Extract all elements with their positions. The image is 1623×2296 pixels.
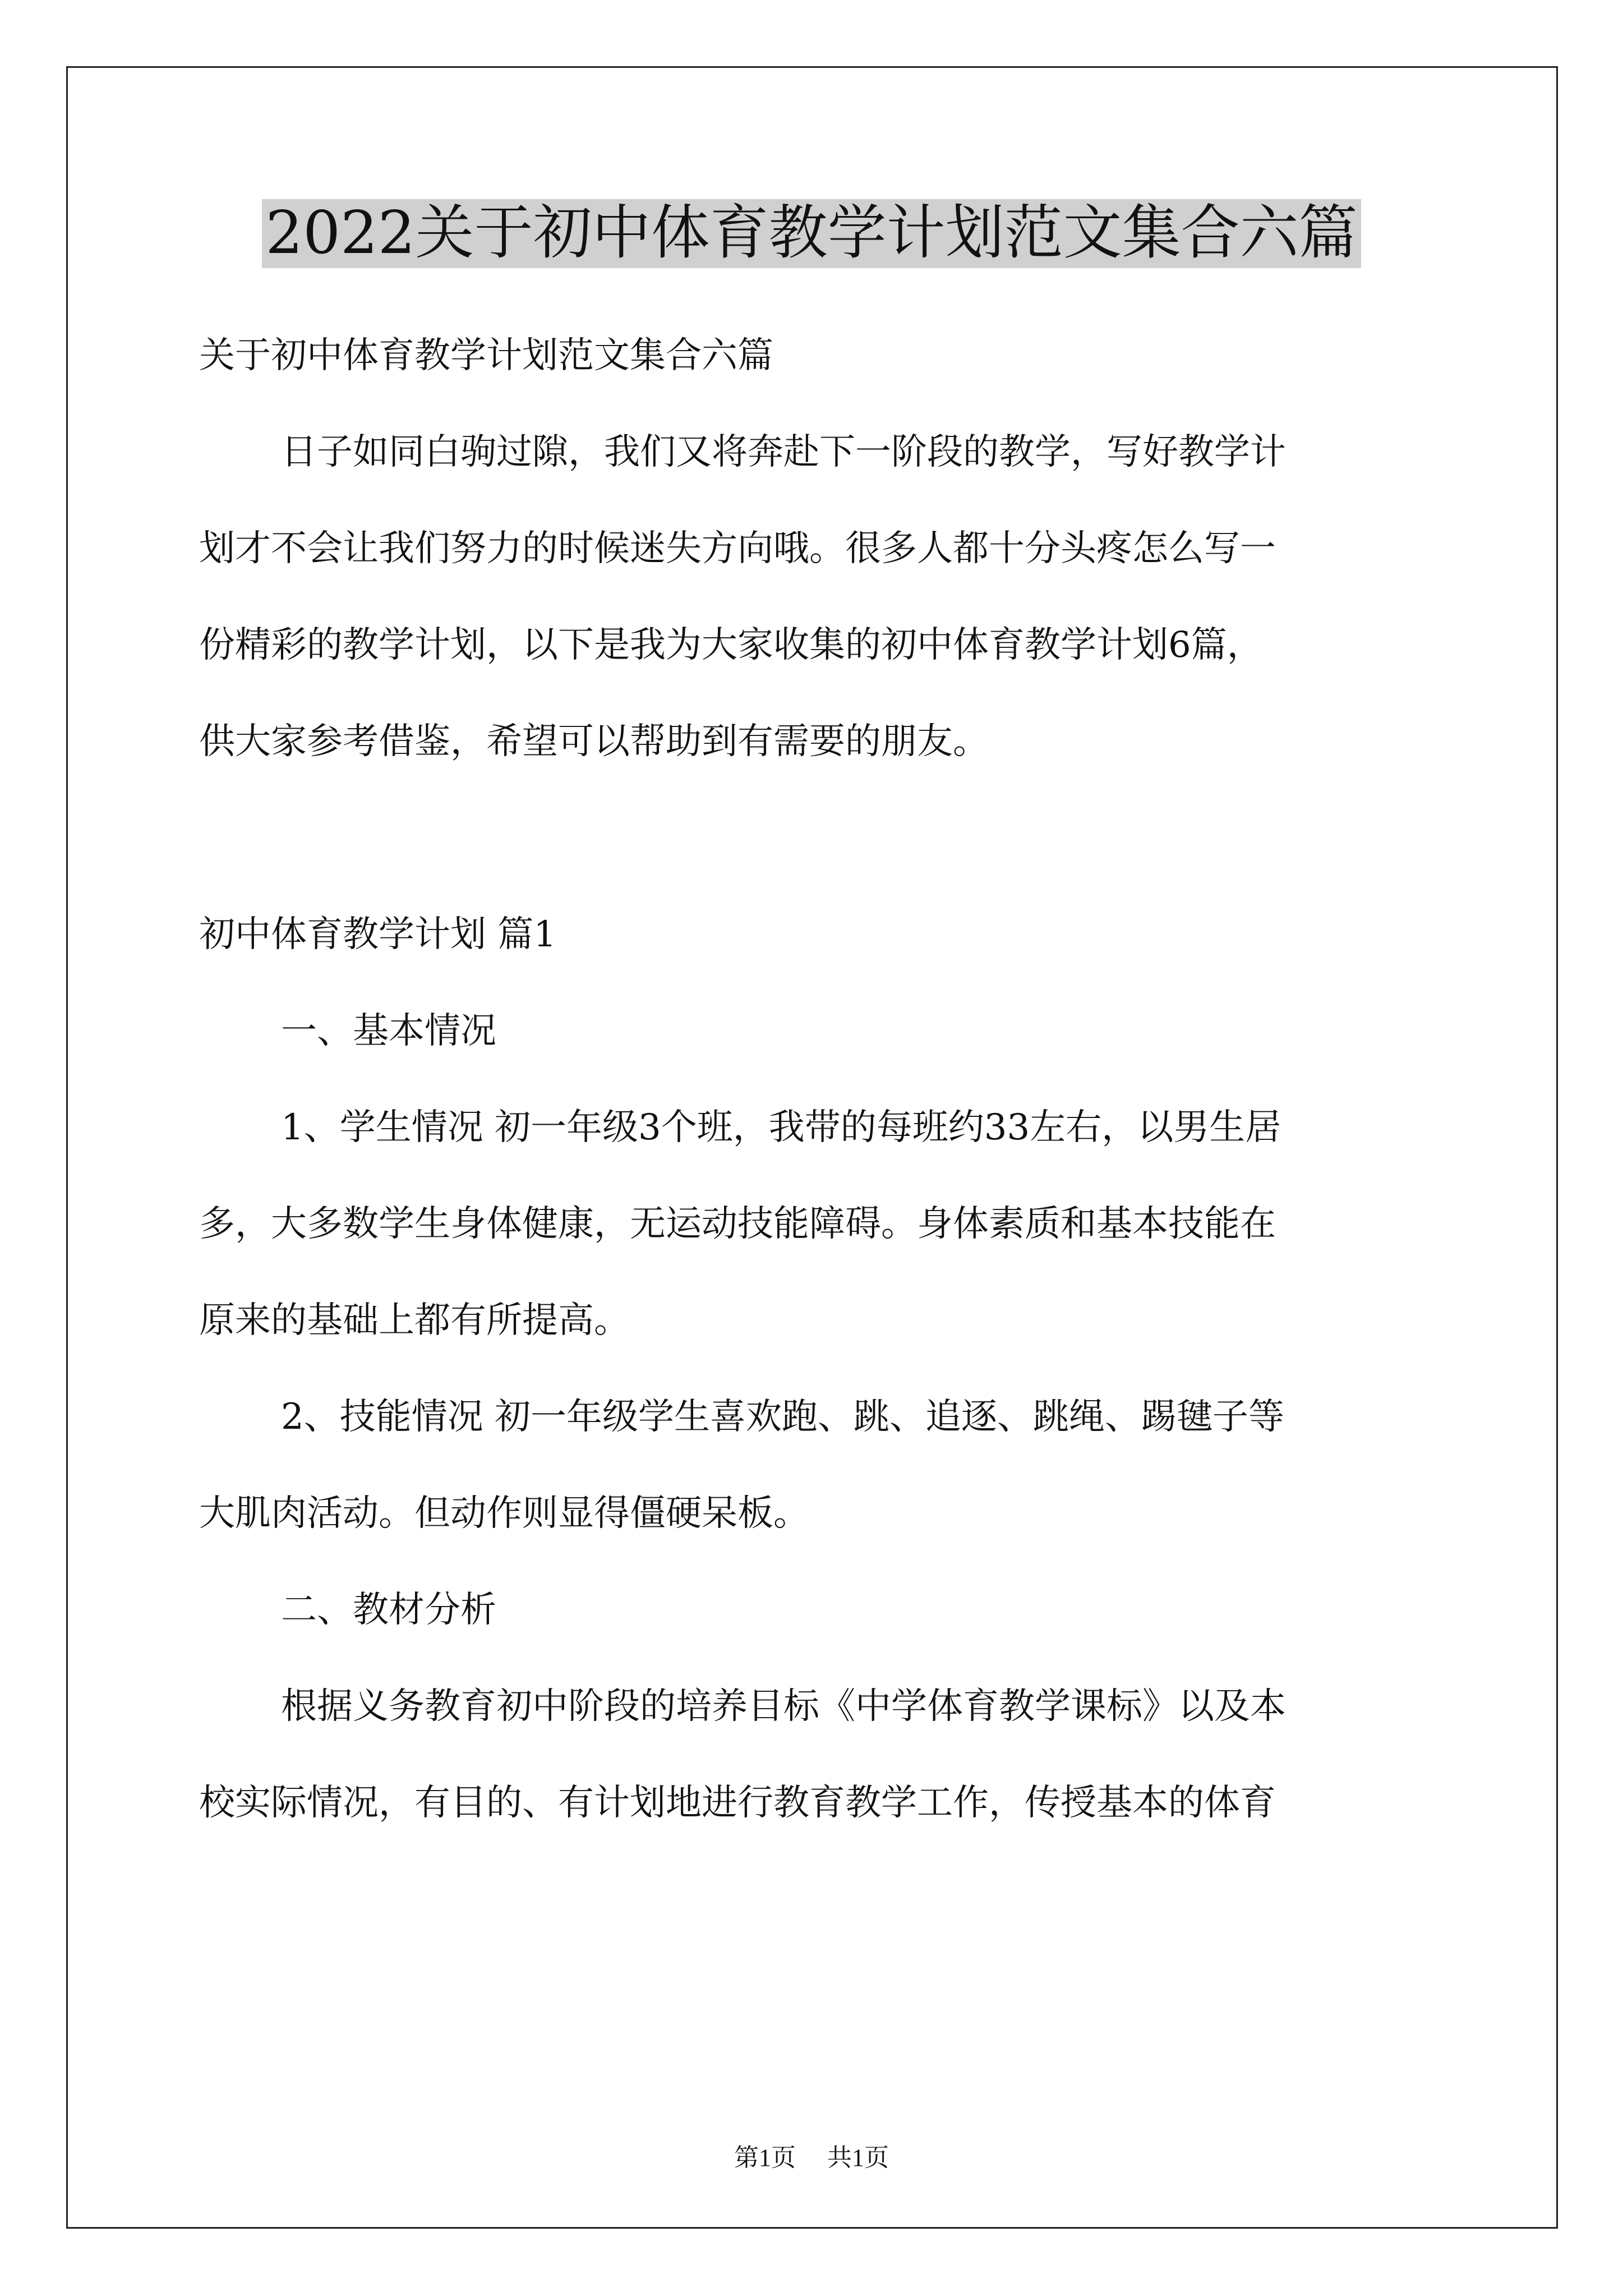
intro-line: 日子如同白驹过隙，我们又将奔赴下一阶段的教学，写好教学计 <box>281 431 1286 473</box>
page-total: 共1页 <box>827 2144 889 2171</box>
document-body <box>199 307 1427 1851</box>
paragraph-line: 多，大多数学生身体健康，无运动技能障碍。身体素质和基本技能在 <box>199 1203 1276 1245</box>
section-heading: 二、教材分析 <box>281 1589 496 1631</box>
paragraph-line: 原来的基础上都有所提高。 <box>199 1300 630 1341</box>
paragraph-line: 校实际情况，有目的、有计划地进行教育教学工作，传授基本的体育 <box>199 1782 1276 1824</box>
document-title: 2022关于初中体育教学计划范文集合六篇 <box>0 199 1623 268</box>
page-footer <box>0 2137 1623 2173</box>
intro-line: 供大家参考借鉴，希望可以帮助到有需要的朋友。 <box>199 721 989 762</box>
section-heading: 一、基本情况 <box>281 1010 496 1052</box>
paragraph-line: 1、学生情况 初一年级3个班，我带的每班约33左右，以男生居 <box>281 1107 1281 1148</box>
intro-line: 份精彩的教学计划，以下是我为大家收集的初中体育教学计划6篇， <box>199 624 1263 666</box>
page-number: 第1页 <box>734 2144 796 2171</box>
paragraph-line: 根据义务教育初中阶段的培养目标《中学体育教学课标》以及本 <box>281 1686 1286 1727</box>
paragraph-line: 2、技能情况 初一年级学生喜欢跑、跳、追逐、跳绳、踢毽子等 <box>281 1396 1285 1438</box>
intro-line: 划才不会让我们努力的时候迷失方向哦。很多人都十分头疼怎么写一 <box>199 528 1276 569</box>
section-title: 初中体育教学计划 篇1 <box>199 914 557 955</box>
paragraph-line: 大肌肉活动。但动作则显得僵硬呆板。 <box>199 1493 809 1534</box>
document-subtitle: 关于初中体育教学计划范文集合六篇 <box>199 335 773 376</box>
paragraph-gap <box>199 790 1427 886</box>
